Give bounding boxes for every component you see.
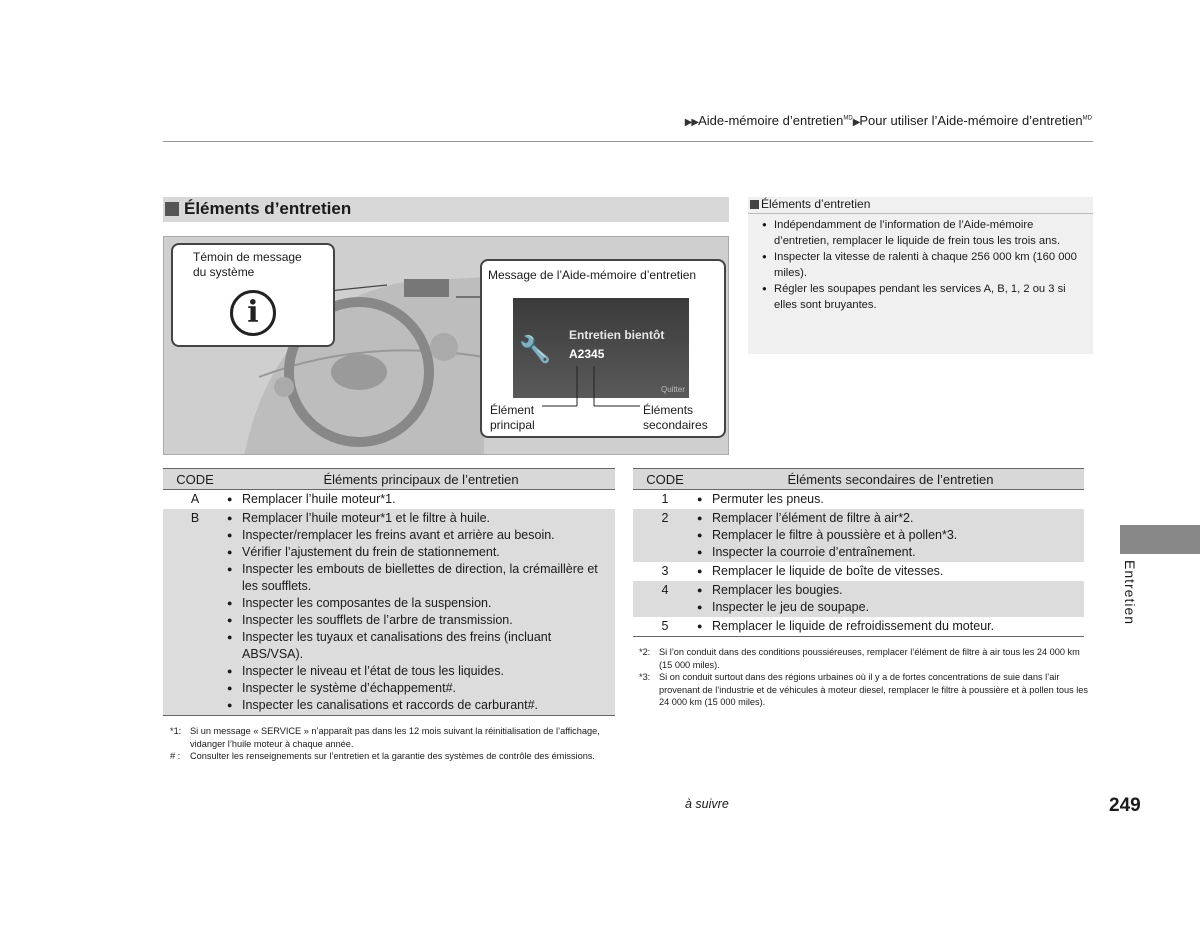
col-items-header: Éléments secondaires de l’entretien <box>697 469 1084 490</box>
col-items-header: Éléments principaux de l’entretien <box>227 469 615 490</box>
list-item: ● Inspecter le système d’échappement#. <box>227 680 615 697</box>
chapter-tab <box>1120 525 1200 554</box>
info-icon: i <box>230 290 276 336</box>
list-item: ● Inspecter les embouts de biellettes de direction, la crémaillère et les soufflets. <box>227 561 615 595</box>
list-item: ● Remplacer le liquide de refroidissement du moteur. <box>697 618 1084 635</box>
footnotes-main <box>170 725 615 763</box>
table-row: A ● Remplacer l’huile moteur*1. <box>163 490 615 510</box>
list-item: ● Remplacer l’huile moteur*1. <box>227 491 615 508</box>
side-note-item: ● Régler les soupapes pendant les services A, B, 1, 2 ou 3 si elles sont bruyantes. <box>762 281 1082 313</box>
dashboard-illustration <box>163 236 729 455</box>
list-item: ● Inspecter/remplacer les freins avant et arrière au besoin. <box>227 527 615 544</box>
breadcrumb-arrow-icon: ▶▶ <box>684 117 699 128</box>
display-screen: 🔧 Entretien bientôt A2345 Quitter <box>513 298 689 398</box>
breadcrumb-arrow-icon: ▶ <box>852 117 860 128</box>
note-marker-icon <box>750 200 759 209</box>
list-item: ● Inspecter les soufflets de l’arbre de transmission. <box>227 612 615 629</box>
side-note-list <box>762 217 1082 313</box>
breadcrumb: ▶▶Aide-mémoire d’entretien$^{MD}$▶Pour utiliser l’Aide-mémoire d’entretien$^{MD}$ <box>684 113 1092 128</box>
table-row: 4 ● Remplacer les bougies. ● Inspecter le jeu de soupape. <box>633 581 1084 617</box>
list-item: ● Remplacer l’élément de filtre à air*2. <box>697 510 1084 527</box>
list-item: ● Remplacer le filtre à poussière et à pollen*3. <box>697 527 1084 544</box>
side-note-item: ● Inspecter la vitesse de ralenti à chaque 256 000 km (160 000 miles). <box>762 249 1082 281</box>
col-code-header: CODE <box>163 469 227 490</box>
side-note <box>748 197 1093 354</box>
list-item: ● Remplacer le liquide de boîte de vitesses. <box>697 563 1084 580</box>
table-row: 5 ● Remplacer le liquide de refroidissement du moteur. <box>633 617 1084 637</box>
footnote: *3: Si on conduit surtout dans des régions urbaines où il y a de fortes concentrations de suie dans l’air provenant de l’industrie et de véhicules à moteur diesel, remplacer le filtre à poussière et à pollen tous les 24 000 km (15 000 miles). <box>639 672 1088 707</box>
section-title: Éléments d’entretien <box>163 197 729 222</box>
page-number: 249 <box>1109 795 1141 816</box>
main-items-table <box>163 468 615 716</box>
side-note-title: Éléments d’entretien <box>748 197 1093 214</box>
breadcrumb-part1: Aide-mémoire d’entretien <box>698 113 844 128</box>
footnotes-sub <box>639 646 1089 709</box>
list-item: ● Inspecter le jeu de soupape. <box>697 599 1084 616</box>
section-marker-icon <box>165 202 179 216</box>
list-item: ● Inspecter les composantes de la suspension. <box>227 595 615 612</box>
list-item: ● Inspecter le niveau et l’état de tous les liquides. <box>227 663 615 680</box>
table-row: 1 ● Permuter les pneus. <box>633 490 1084 510</box>
col-code-header: CODE <box>633 469 697 490</box>
table-row: 3 ● Remplacer le liquide de boîte de vitesses. <box>633 562 1084 581</box>
chapter-tab-label: Entretien <box>1122 560 1138 626</box>
list-item: ● Inspecter les canalisations et raccords de carburant#. <box>227 697 615 714</box>
table-row: 2 ● Remplacer l’élément de filtre à air*2. ● Remplacer le filtre à poussière et à pollen*3. ● Inspecter la courroie d’entraînement. <box>633 509 1084 562</box>
list-item: ● Permuter les pneus. <box>697 491 1084 508</box>
system-message-callout: Témoin de message du système i <box>171 243 335 347</box>
main-item-label: Élément principal <box>490 403 535 432</box>
table-row: B ● Remplacer l’huile moteur*1 et le filtre à huile. ● Inspecter/remplacer les freins avant et arrière au besoin. ● Vérifier l’ajustement du frein de stationnement. ● Inspecter les embouts de biellettes de direction, la crémaillère et les soufflets. ● Inspecter les composantes de la suspension. ● Inspecter les soufflets de l’arbre de transmission. ● Inspecter les tuyaux et canalisations des freins (incluant ABS/VSA). ● Inspecter le niveau et l’état de tous les liquides. ● Inspecter le système d’échappement#. ● Inspecter les canalisations et raccords de carburant#. <box>163 509 615 716</box>
list-item: ● Remplacer les bougies. <box>697 582 1084 599</box>
wrench-icon: 🔧 <box>519 334 552 364</box>
list-item: ● Vérifier l’ajustement du frein de stationnement. <box>227 544 615 561</box>
sub-item-label: Éléments secondaires <box>643 403 708 432</box>
footnote: # : Consulter les renseignements sur l’entretien et la garantie des systèmes de contrôle des émissions. <box>170 751 595 761</box>
list-item: ● Inspecter les tuyaux et canalisations des freins (incluant ABS/VSA). <box>227 629 615 663</box>
maintenance-minder-callout: Message de l’Aide-mémoire d’entretien 🔧 Entretien bientôt A2345 Quitter Élément principal Éléments secondaires <box>480 259 726 438</box>
side-note-item: ● Indépendamment de l’information de l’Aide-mémoire d’entretien, remplacer le liquide de frein tous les trois ans. <box>762 217 1082 249</box>
continued-label: à suivre <box>685 797 729 811</box>
list-item: ● Inspecter la courroie d’entraînement. <box>697 544 1084 561</box>
list-item: ● Remplacer l’huile moteur*1 et le filtre à huile. <box>227 510 615 527</box>
footnote: *1: Si un message « SERVICE » n’apparaît pas dans les 12 mois suivant la réinitialisation de l’affichage, vidanger l’huile moteur à chaque année. <box>170 726 600 749</box>
footnote: *2: Si l’on conduit dans des conditions poussiéreuses, remplacer l’élément de filtre à air tous les 24 000 km (15 000 miles). <box>639 647 1080 670</box>
breadcrumb-part2: Pour utiliser l’Aide-mémoire d’entretien <box>859 113 1083 128</box>
sub-items-table <box>633 468 1084 637</box>
header-rule <box>163 141 1093 142</box>
